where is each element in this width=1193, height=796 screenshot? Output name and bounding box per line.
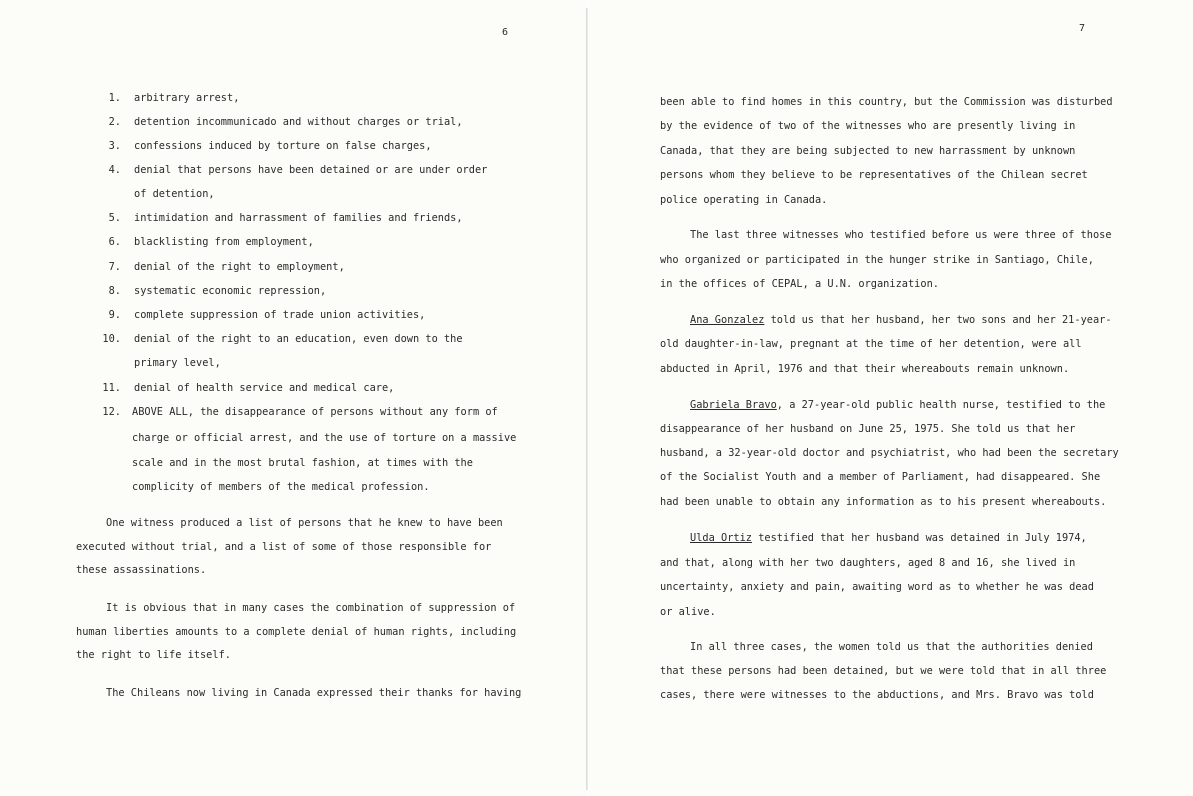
list-item-continuation: scale and in the most brutal fashion, at times with the [132,457,473,469]
list-item-continuation: of detention, [134,188,215,200]
paragraph-line: It is obvious that in many cases the combination of suppression of [106,602,516,614]
paragraph-line: that these persons had been detained, but we were told that in all three [660,665,1107,677]
list-item-continuation: charge or official arrest, and the use of torture on a massive [132,432,517,444]
list-item: blacklisting from employment, [134,236,314,248]
paragraph-line: executed without trial, and a list of some of those responsible for [76,541,492,553]
paragraph-line: cases, there were witnesses to the abductions, and Mrs. Bravo was told [660,689,1094,701]
paragraph-line: or alive. [660,606,716,618]
list-number: 1. [108,92,121,104]
list-number: 10. [102,333,121,345]
paragraph-line: police operating in Canada. [660,194,828,206]
list-number: 9. [108,309,121,321]
paragraph-text: , a 27-year-old public health nurse, testified to the [776,399,1106,411]
list-number: 4. [108,164,121,176]
page-gutter [586,8,588,790]
paragraph-line [690,532,1087,544]
list-item: denial of the right to an education, even down to the [134,333,463,345]
list-item: confessions induced by torture on false charges, [134,140,432,152]
list-item: arbitrary arrest, [134,92,240,104]
paragraph-line: of the Socialist Youth and a member of Parliament, had disappeared. She [660,471,1101,483]
paragraph-line: persons whom they believe to be representatives of the Chilean secret [660,169,1088,181]
list-number: 12. [102,406,121,418]
list-number: 8. [108,285,121,297]
paragraph-line: human liberties amounts to a complete denial of human rights, including [76,626,517,638]
paragraph-line: The Chileans now living in Canada expressed their thanks for having [106,687,522,699]
paragraph-line: husband, a 32-year-old doctor and psychiatrist, who had been the secretary [660,447,1119,459]
paragraph-line: and that, along with her two daughters, aged 8 and 16, she lived in [660,557,1076,569]
paragraph-line: disappearance of her husband on June 25, 1975. She told us that her [660,423,1076,435]
list-item: ABOVE ALL, the disappearance of persons without any form of [132,406,498,418]
list-item: intimidation and harrassment of families and friends, [134,212,463,224]
list-item: denial of health service and medical care, [134,382,395,394]
list-item: complete suppression of trade union activities, [134,309,426,321]
list-number: 5. [108,212,121,224]
list-item: systematic economic repression, [134,285,327,297]
paragraph-line: abducted in April, 1976 and that their whereabouts remain unknown. [660,363,1070,375]
paragraph-line: had been unable to obtain any information as to his present whereabouts. [660,496,1107,508]
paragraph-line: these assassinations. [76,564,207,576]
list-number: 2. [108,116,121,128]
list-item-continuation: primary level, [134,357,221,369]
list-item: detention incommunicado and without charges or trial, [134,116,463,128]
paragraph-line [690,399,1105,411]
left-page [0,0,588,796]
witness-name: Gabriela Bravo [690,399,777,411]
paragraph-line: The last three witnesses who testified before us were three of those [690,229,1112,241]
right-page [589,0,1193,796]
paragraph-line: old daughter-in-law, pregnant at the time of her detention, were all [660,338,1082,350]
paragraph-line [690,314,1112,326]
witness-name: Ulda Ortiz [690,532,752,544]
list-item: denial that persons have been detained or are under order [134,164,488,176]
paragraph-text: told us that her husband, her two sons and her 21-year- [764,314,1112,326]
list-number: 3. [108,140,121,152]
page-number: 7 [1079,23,1086,34]
list-item: denial of the right to employment, [134,261,345,273]
list-item-continuation: complicity of members of the medical profession. [132,481,430,493]
list-number: 11. [102,382,121,394]
page-number: 6 [502,27,509,38]
list-number: 7. [108,261,121,273]
paragraph-line: in the offices of CEPAL, a U.N. organization. [660,278,939,290]
paragraph-line: who organized or participated in the hunger strike in Santiago, Chile, [660,254,1094,266]
paragraph-text: testified that her husband was detained in July 1974, [752,532,1087,544]
paragraph-line: by the evidence of two of the witnesses who are presently living in [660,120,1076,132]
paragraph-line: Canada, that they are being subjected to new harrassment by unknown [660,145,1076,157]
paragraph-line: been able to find homes in this country, but the Commission was disturbed [660,96,1113,108]
paragraph-line: the right to life itself. [76,649,231,661]
paragraph-line: uncertainty, anxiety and pain, awaiting word as to whether he was dead [660,581,1094,593]
paragraph-line: One witness produced a list of persons that he knew to have been [106,517,503,529]
list-number: 6. [108,236,121,248]
paragraph-line: In all three cases, the women told us that the authorities denied [690,641,1093,653]
witness-name: Ana Gonzalez [690,314,765,326]
